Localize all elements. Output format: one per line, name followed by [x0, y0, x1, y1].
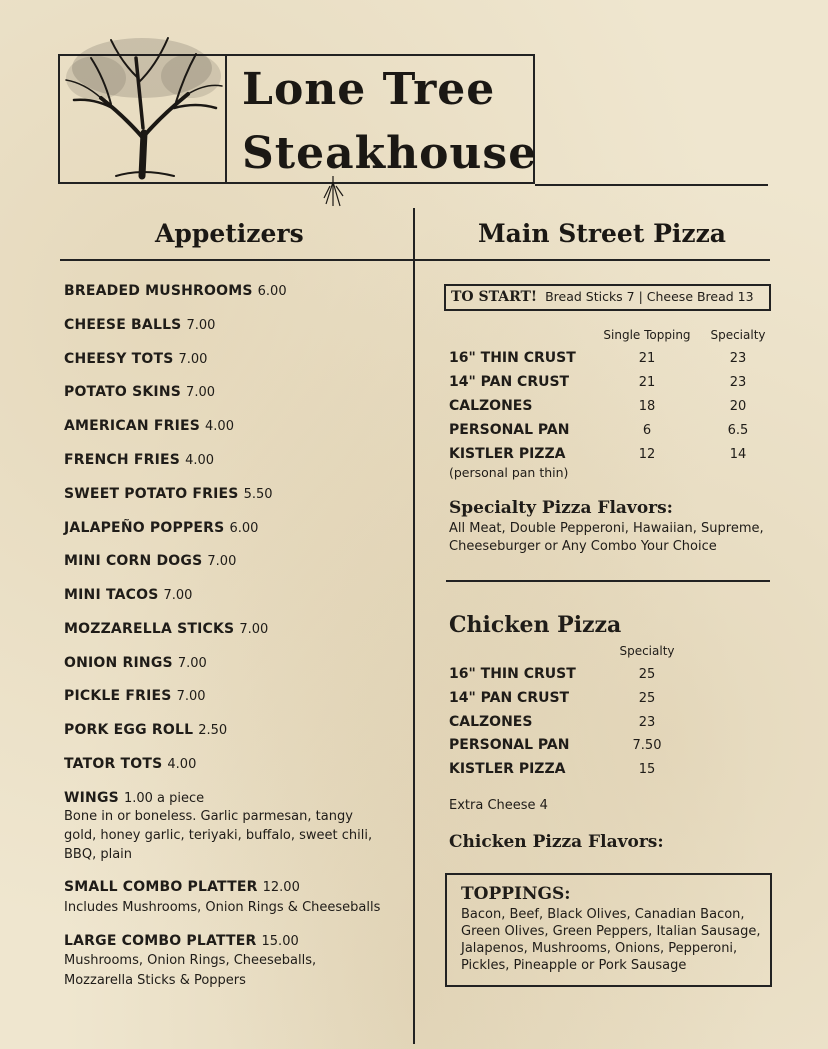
menu-item [64, 686, 206, 707]
item-name: BREADED MUSHROOMS [64, 283, 253, 299]
chicken-specialty-price: 15 [638, 762, 656, 777]
chicken-pizza-title: Chicken Pizza [449, 612, 622, 638]
specialty-flavors-title: Specialty Pizza Flavors: [449, 498, 673, 518]
item-name: SMALL COMBO PLATTER [64, 879, 258, 895]
item-name: CHEESY TOTS [64, 351, 174, 367]
chicken-row-name: PERSONAL PAN [449, 737, 570, 753]
section-rule [446, 580, 770, 582]
item-name: LARGE COMBO PLATTER [64, 933, 257, 949]
chicken-specialty-price: 7.50 [632, 738, 662, 753]
item-price: 12.00 [262, 880, 300, 895]
kistler-note: (personal pan thin) [449, 465, 569, 480]
chicken-row-name: 16" THIN CRUST [449, 666, 576, 682]
pizza-specialty-price: 23 [729, 351, 747, 366]
item-price: 15.00 [261, 934, 299, 949]
item-price: 7.00 [176, 689, 206, 704]
item-description: Mozzarella Sticks & Poppers [64, 973, 246, 988]
item-name: MOZZARELLA STICKS [64, 621, 235, 637]
chicken-flavors-title: Chicken Pizza Flavors: [449, 832, 664, 852]
col-head-single: Single Topping [603, 328, 691, 342]
menu-item [64, 382, 215, 403]
item-description: Mushrooms, Onion Rings, Cheeseballs, [64, 953, 317, 968]
menu-item [64, 551, 236, 572]
item-price: 7.00 [178, 352, 208, 367]
chicken-specialty-price: 25 [638, 667, 656, 682]
item-description: Bone in or boneless. Garlic parmesan, tangy [64, 809, 353, 824]
item-price: 7.00 [186, 385, 215, 400]
item-name: AMERICAN FRIES [64, 418, 201, 434]
menu-item [64, 788, 204, 809]
extra-cheese: Extra Cheese 4 [449, 798, 548, 813]
pizza-single-price: 21 [638, 375, 656, 390]
menu-item [64, 484, 273, 505]
menu-item [64, 450, 214, 471]
item-price: 1.00 a piece [123, 791, 205, 806]
menu-item [64, 754, 196, 775]
item-name: WINGS [64, 790, 119, 806]
pizza-specialty-price: 20 [729, 399, 747, 414]
item-description: gold, honey garlic, teriyaki, buffalo, sweet chili, [64, 828, 373, 843]
item-name: FRENCH FRIES [64, 452, 181, 468]
item-name: TATOR TOTS [64, 756, 163, 772]
pizza-single-price: 12 [638, 447, 656, 462]
chicken-col-head-specialty: Specialty [619, 644, 675, 658]
item-price: 2.50 [198, 723, 228, 738]
item-name: MINI TACOS [64, 587, 159, 603]
pizza-specialty-price: 14 [729, 447, 747, 462]
menu-item [64, 720, 227, 741]
toppings-line: Pickles, Pineapple or Pork Sausage [461, 958, 687, 973]
pizza-row-name: 16" THIN CRUST [449, 350, 576, 366]
to-start-label: TO START! [451, 289, 538, 305]
item-price: 5.50 [243, 487, 273, 502]
menu-item [64, 619, 268, 640]
menu-item [64, 281, 287, 302]
item-name: ONION RINGS [64, 655, 173, 671]
pizza-title: Main Street Pizza [478, 219, 726, 248]
item-price: 7.00 [186, 318, 216, 333]
item-price: 7.00 [207, 554, 237, 569]
item-price: 6.00 [229, 521, 259, 536]
pizza-single-price: 6 [642, 423, 652, 438]
item-description: BBQ, plain [64, 847, 133, 862]
item-price: 7.00 [163, 588, 193, 603]
item-price: 4.00 [205, 419, 234, 434]
pizza-single-price: 21 [638, 351, 656, 366]
toppings-line: Jalapenos, Mushrooms, Onions, Pepperoni, [461, 941, 738, 956]
logo-line-1: Lone Tree [242, 64, 496, 115]
chicken-specialty-price: 25 [638, 691, 656, 706]
to-start-box [444, 284, 771, 311]
item-name: CHEESE BALLS [64, 317, 182, 333]
logo-line-2: Steakhouse [242, 128, 538, 179]
item-price: 7.00 [239, 622, 269, 637]
chicken-row-name: CALZONES [449, 714, 533, 730]
toppings-line: Green Olives, Green Peppers, Italian Sausage, [461, 924, 761, 939]
menu-item [64, 653, 207, 674]
roots-ornament-icon [318, 176, 348, 212]
to-start-text: Bread Sticks 7 | Cheese Bread 13 [545, 289, 754, 304]
item-name: PICKLE FRIES [64, 688, 172, 704]
menu-item [64, 931, 299, 952]
pizza-specialty-price: 23 [729, 375, 747, 390]
chicken-specialty-price: 23 [638, 715, 656, 730]
item-name: SWEET POTATO FRIES [64, 486, 239, 502]
item-name: JALAPEÑO POPPERS [64, 520, 225, 536]
pizza-single-price: 18 [638, 399, 656, 414]
item-price: 4.00 [185, 453, 215, 468]
appetizers-rule [60, 259, 413, 261]
item-name: MINI CORN DOGS [64, 553, 203, 569]
tree-logo-icon [56, 28, 228, 180]
menu-item [64, 349, 207, 370]
toppings-line: Bacon, Beef, Black Olives, Canadian Bacon, [461, 907, 745, 922]
toppings-title: TOPPINGS: [461, 884, 571, 904]
item-price: 7.00 [177, 656, 207, 671]
menu-item [64, 518, 258, 539]
item-name: POTATO SKINS [64, 384, 182, 400]
pizza-specialty-price: 6.5 [727, 423, 749, 438]
item-price: 6.00 [257, 284, 287, 299]
menu-item [64, 877, 300, 898]
pizza-row-name: KISTLER PIZZA [449, 446, 566, 462]
pizza-row-name: CALZONES [449, 398, 533, 414]
header-rule [535, 184, 768, 186]
menu-item [64, 315, 215, 336]
column-divider [413, 208, 415, 1044]
specialty-flavors-line: All Meat, Double Pepperoni, Hawaiian, Supreme, [449, 521, 764, 536]
pizza-rule [415, 259, 770, 261]
specialty-flavors-line: Cheeseburger or Any Combo Your Choice [449, 539, 717, 554]
menu-item [64, 416, 234, 437]
chicken-row-name: 14" PAN CRUST [449, 690, 570, 706]
pizza-row-name: PERSONAL PAN [449, 422, 570, 438]
menu-item [64, 585, 192, 606]
item-price: 4.00 [167, 757, 197, 772]
chicken-row-name: KISTLER PIZZA [449, 761, 566, 777]
col-head-specialty: Specialty [710, 328, 766, 342]
pizza-row-name: 14" PAN CRUST [449, 374, 570, 390]
item-name: PORK EGG ROLL [64, 722, 194, 738]
appetizers-title: Appetizers [155, 219, 304, 248]
item-description: Includes Mushrooms, Onion Rings & Cheeseballs [64, 900, 381, 915]
